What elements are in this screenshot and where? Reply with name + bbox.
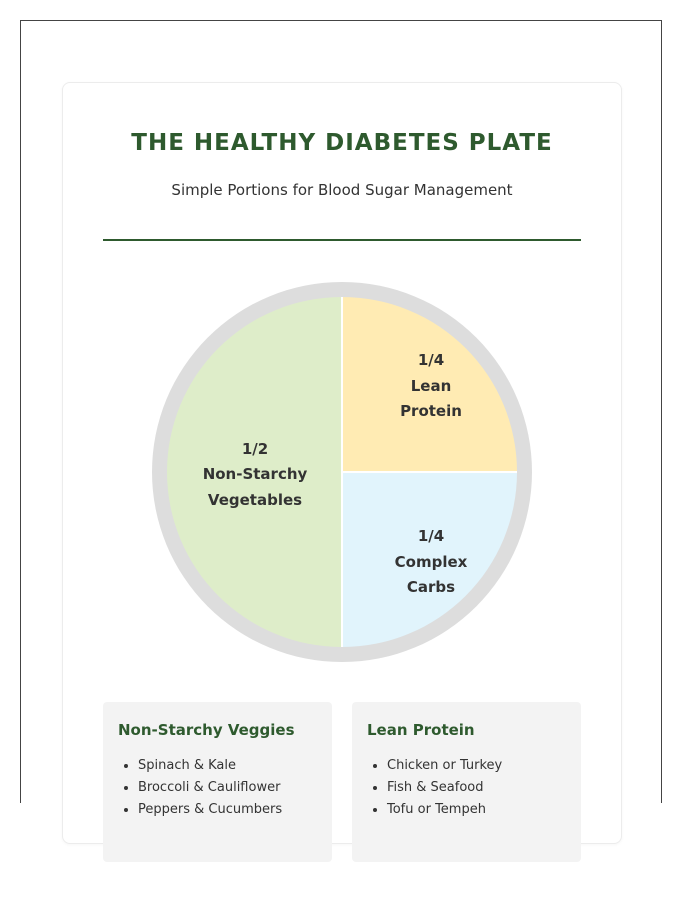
carbs-name-line1: Complex — [394, 553, 468, 571]
plate-graphic — [152, 282, 532, 662]
food-group-list — [367, 755, 502, 821]
vegetables-name-line1: Non-Starchy — [202, 465, 308, 483]
food-group-title: Lean Protein — [367, 721, 475, 739]
plate-card — [62, 82, 622, 844]
list-item: • Fish & Seafood — [387, 777, 502, 799]
list-item: • Broccoli & Cauliflower — [138, 777, 282, 799]
protein-name-line1: Lean — [410, 377, 452, 395]
list-item: • Spinach & Kale — [138, 755, 282, 777]
vegetables-fraction-label: 1/2 — [241, 440, 269, 458]
carbs-name-line2: Carbs — [406, 578, 456, 596]
list-item: • Peppers & Cucumbers — [138, 799, 282, 821]
page-frame — [20, 20, 662, 817]
vegetables-name-line2: Vegetables — [207, 491, 303, 509]
list-item: • Tofu or Tempeh — [387, 799, 502, 821]
title-divider — [103, 239, 581, 241]
page-subtitle: Simple Portions for Blood Sugar Management — [171, 181, 513, 199]
protein-name-line2: Protein — [400, 402, 462, 420]
carbs-fraction-label: 1/4 — [417, 527, 445, 545]
food-group-list — [118, 755, 282, 821]
list-item: • Chicken or Turkey — [387, 755, 502, 777]
protein-fraction-label: 1/4 — [417, 351, 445, 369]
food-group-box-protein — [352, 702, 581, 862]
food-group-title: Non-Starchy Veggies — [118, 721, 295, 739]
food-group-box-veggies — [103, 702, 332, 862]
page-title: THE HEALTHY DIABETES PLATE — [131, 130, 553, 156]
diabetes-plate — [152, 282, 532, 662]
